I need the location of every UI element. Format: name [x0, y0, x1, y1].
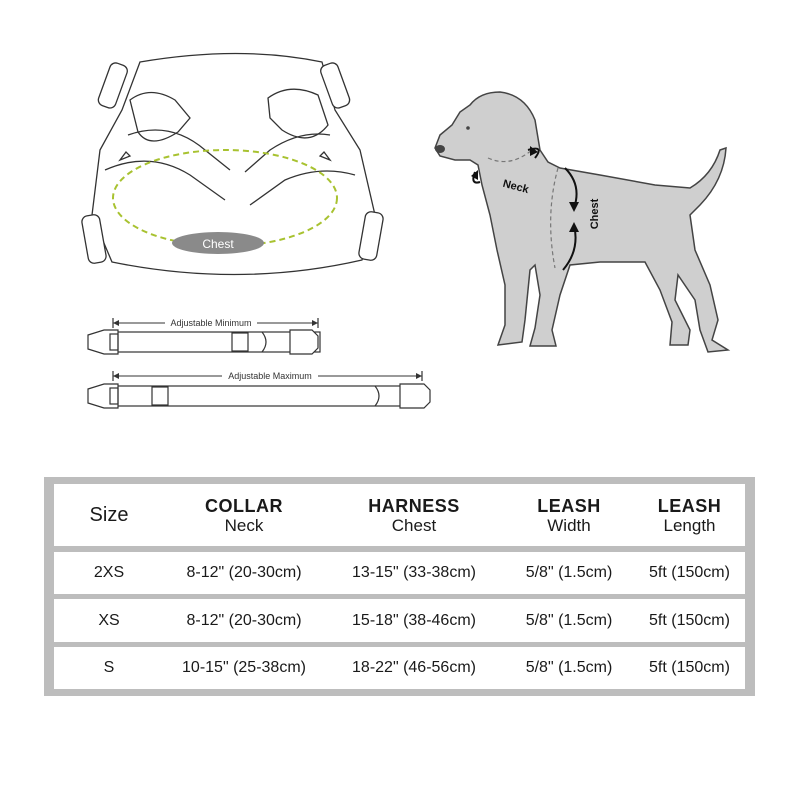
header-leash-width [504, 484, 634, 546]
row-harness: 13-15" (33-38cm) [352, 564, 476, 581]
row-size: 2XS [93, 564, 125, 581]
header-leash-width-sub: Width [547, 515, 591, 535]
row-leash-width: 5/8" (1.5cm) [525, 611, 613, 629]
header-harness [324, 484, 504, 546]
row-collar: 8-12" (20-30cm) [186, 564, 302, 581]
header-collar-sub: Neck [224, 515, 264, 535]
row-collar: 8-12" (20-30cm) [186, 611, 302, 629]
dog-neck-label: Neck [501, 177, 530, 197]
table-header-row [54, 484, 745, 546]
header-leash-width-main: LEASH [537, 495, 601, 516]
header-size [54, 484, 164, 546]
header-collar [164, 484, 324, 546]
header-size-label: Size [89, 503, 129, 526]
header-harness-main: HARNESS [368, 495, 460, 516]
row-leash-length: 5ft (150cm) [649, 659, 730, 676]
row-harness: 18-22" (46-56cm) [352, 659, 476, 676]
dog-nose [435, 145, 445, 153]
collar-max-label: Adjustable Maximum [228, 371, 312, 381]
header-leash-length [634, 484, 745, 546]
size-chart-table [44, 477, 755, 696]
row-size: XS [98, 611, 120, 629]
row-leash-width: 5/8" (1.5cm) [525, 564, 613, 581]
header-collar-main: COLLAR [205, 495, 283, 516]
header-leash-length-main: LEASH [657, 495, 722, 516]
row-collar: 10-15" (25-38cm) [182, 659, 306, 676]
row-harness: 15-18" (38-46cm) [352, 611, 476, 629]
row-leash-width: 5/8" (1.5cm) [525, 659, 613, 676]
dog-chest-label: Chest [589, 198, 601, 230]
table-row [54, 552, 745, 594]
table-row [54, 599, 745, 642]
row-leash-length: 5ft (150cm) [649, 564, 730, 581]
dog-silhouette [435, 92, 728, 352]
dog-eye [466, 126, 470, 130]
collar-min-label: Adjustable Minimum [170, 318, 252, 328]
row-leash-length: 5ft (150cm) [649, 611, 730, 629]
harness-chest-label: Chest [202, 237, 234, 251]
header-harness-sub: Chest [391, 515, 437, 535]
row-size: S [103, 659, 115, 676]
header-leash-length-sub: Length [663, 515, 716, 535]
table-row [54, 647, 745, 689]
